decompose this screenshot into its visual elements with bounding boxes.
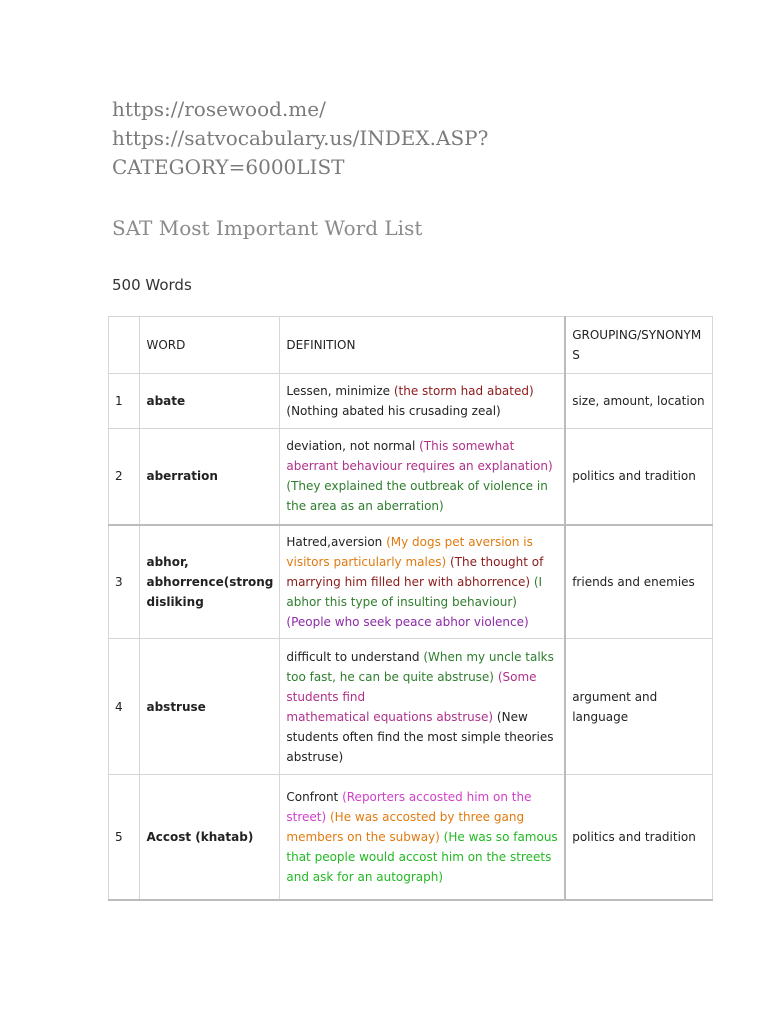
table-row	[109, 639, 713, 775]
example-text: (Reporters accosted him on the street)	[286, 789, 532, 824]
row-number: 3	[109, 525, 140, 639]
example-text: (Nothing abated his crusading zeal)	[286, 404, 501, 418]
row-definition	[280, 374, 565, 429]
header-definition: DEFINITION	[280, 317, 565, 374]
row-grouping: size, amount, location	[565, 374, 712, 429]
row-definition	[280, 429, 565, 525]
row-grouping: politics and tradition	[565, 775, 712, 900]
row-word: aberration	[140, 429, 280, 525]
page-title: SAT Most Important Word List	[112, 216, 423, 240]
page-subtitle: 500 Words	[112, 276, 192, 294]
example-text: (He was accosted by three gang members on the subway)	[286, 809, 525, 844]
definition-text: Hatred,aversion	[286, 534, 387, 549]
row-word: abhor, abhorrence(strong disliking	[140, 525, 280, 639]
header-grouping: GROUPING/SYNONYM S	[565, 317, 712, 374]
row-definition	[280, 525, 565, 639]
row-grouping: politics and tradition	[565, 429, 712, 525]
row-definition	[280, 775, 565, 900]
url-satvocabulary[interactable]: https://satvocabulary.us/INDEX.ASP?	[112, 126, 489, 150]
row-word: abate	[140, 374, 280, 429]
table-row	[109, 374, 713, 429]
example-text: (They explained the outbreak of violence in the area as an aberration)	[286, 479, 548, 514]
example-text: (The thought of marrying him filled her with abhorrence)	[286, 554, 544, 589]
row-word: Accost (khatab)	[140, 775, 280, 900]
row-number: 4	[109, 639, 140, 775]
definition-text: deviation, not normal	[286, 439, 420, 454]
header-num	[109, 317, 140, 374]
definition-text: Confront	[286, 789, 343, 804]
example-text: (This somewhat aberrant behaviour requires an explanation)	[286, 439, 553, 474]
row-number: 2	[109, 429, 140, 525]
example-text: mathematical equations abstruse)	[286, 709, 494, 724]
word-list-table	[108, 316, 713, 901]
row-grouping: argument and language	[565, 639, 712, 775]
example-text: (the storm had abated)	[393, 384, 534, 398]
row-grouping: friends and enemies	[565, 525, 712, 639]
table-row	[109, 429, 713, 525]
row-number: 5	[109, 775, 140, 900]
row-definition	[280, 639, 565, 775]
url-satvocabulary-category[interactable]: CATEGORY=6000LIST	[112, 155, 345, 179]
example-text: (New students often find the most simple theories abstruse)	[286, 709, 554, 764]
example-text: (Some students find	[286, 669, 537, 704]
table-row	[109, 525, 713, 639]
header-word: WORD	[140, 317, 280, 374]
definition-text: difficult to understand	[286, 649, 424, 664]
example-text: (He was so famous that people would accost him on the streets and ask for an autograph)	[286, 829, 558, 884]
example-text: (People who seek peace abhor violence)	[286, 614, 529, 629]
source-urls	[112, 95, 632, 182]
example-text: (I abhor this type of insulting behaviour)	[286, 574, 543, 609]
example-text: (My dogs pet aversion is visitors particularly males)	[286, 534, 533, 569]
definition-text: Lessen, minimize	[286, 384, 394, 398]
example-text: (When my uncle talks too fast, he can be quite abstruse)	[286, 649, 554, 684]
table-header-row	[109, 317, 713, 374]
row-word: abstruse	[140, 639, 280, 775]
url-rosewood[interactable]: https://rosewood.me/	[112, 97, 326, 121]
row-number: 1	[109, 374, 140, 429]
table-row	[109, 775, 713, 900]
